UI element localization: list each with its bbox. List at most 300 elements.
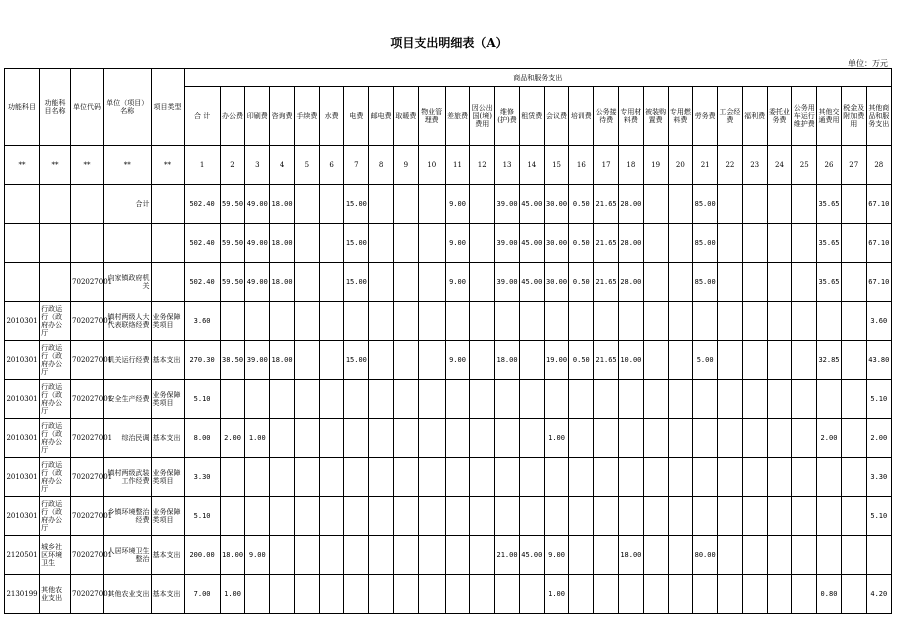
cell-value: 59.50 xyxy=(220,224,245,263)
cell-func-code: 2010301 xyxy=(5,380,40,419)
header-col-number: 15 xyxy=(544,146,569,185)
cell-value xyxy=(294,224,319,263)
cell-value xyxy=(742,263,767,302)
cell-value xyxy=(519,575,544,614)
cell-value xyxy=(668,224,693,263)
header-star: ** xyxy=(40,146,71,185)
cell-value xyxy=(445,536,470,575)
cell-value xyxy=(220,497,245,536)
header-col: 水费 xyxy=(319,87,344,146)
cell-func-code: 2010301 xyxy=(5,341,40,380)
cell-value xyxy=(718,185,743,224)
header-func-code: 功能科目 xyxy=(5,69,40,146)
header-col: 租赁费 xyxy=(519,87,544,146)
cell-value xyxy=(245,458,270,497)
cell-value: 39.00 xyxy=(495,224,520,263)
cell-value: 10.00 xyxy=(618,341,643,380)
cell-value: 0.80 xyxy=(817,575,842,614)
header-col-number: 18 xyxy=(618,146,643,185)
cell-value xyxy=(643,185,668,224)
cell-value: 28.00 xyxy=(618,224,643,263)
cell-value xyxy=(270,458,295,497)
cell-value: 45.00 xyxy=(519,536,544,575)
cell-func-name: 行政运行（政府办公厅 xyxy=(40,302,71,341)
cell-value xyxy=(495,302,520,341)
cell-value xyxy=(319,536,344,575)
cell-value xyxy=(369,341,394,380)
cell-value xyxy=(718,224,743,263)
cell-value: 21.65 xyxy=(594,263,619,302)
cell-value xyxy=(294,185,319,224)
cell-value xyxy=(470,185,495,224)
cell-value: 8.00 xyxy=(184,419,220,458)
cell-value: 0.50 xyxy=(569,224,594,263)
cell-value xyxy=(742,185,767,224)
header-col: 电费 xyxy=(344,87,369,146)
cell-value xyxy=(668,263,693,302)
cell-project-type: 业务保障类项目 xyxy=(151,380,184,419)
cell-value: 80.00 xyxy=(693,536,718,575)
cell-value: 21.65 xyxy=(594,224,619,263)
cell-unit-name: 向家镇政府机关 xyxy=(104,263,151,302)
cell-value xyxy=(718,263,743,302)
cell-value xyxy=(792,302,817,341)
cell-value xyxy=(445,575,470,614)
cell-value: 28.00 xyxy=(618,185,643,224)
cell-value: 7.00 xyxy=(184,575,220,614)
cell-value xyxy=(418,185,445,224)
header-col: 劳务费 xyxy=(693,87,718,146)
cell-value xyxy=(618,575,643,614)
cell-value xyxy=(270,419,295,458)
cell-unit-code: 702027001 xyxy=(71,536,104,575)
cell-value xyxy=(742,497,767,536)
cell-value xyxy=(841,302,866,341)
cell-value xyxy=(668,575,693,614)
cell-project-type xyxy=(151,185,184,224)
cell-value xyxy=(270,497,295,536)
cell-value xyxy=(792,263,817,302)
header-col-number: 21 xyxy=(693,146,718,185)
header-col: 其他商品和服务支出 xyxy=(866,87,891,146)
cell-func-code: 2010301 xyxy=(5,302,40,341)
header-col: 委托业务费 xyxy=(767,87,792,146)
cell-value xyxy=(418,380,445,419)
cell-value: 49.00 xyxy=(245,224,270,263)
cell-value xyxy=(841,224,866,263)
cell-value: 21.00 xyxy=(495,536,520,575)
cell-value xyxy=(344,536,369,575)
cell-value xyxy=(470,341,495,380)
cell-value xyxy=(718,497,743,536)
cell-value xyxy=(369,185,394,224)
cell-value: 9.00 xyxy=(445,185,470,224)
cell-value xyxy=(544,458,569,497)
cell-value: 85.00 xyxy=(693,263,718,302)
cell-value: 35.65 xyxy=(817,263,842,302)
cell-func-name: 行政运行（政府办公厅 xyxy=(40,419,71,458)
cell-value xyxy=(519,302,544,341)
cell-value xyxy=(841,380,866,419)
cell-value xyxy=(394,263,419,302)
cell-value: 3.60 xyxy=(184,302,220,341)
header-col-number: 1 xyxy=(184,146,220,185)
cell-unit-code: 702027001 xyxy=(71,497,104,536)
cell-project-type: 基本支出 xyxy=(151,575,184,614)
cell-value xyxy=(718,575,743,614)
cell-value xyxy=(470,497,495,536)
cell-value xyxy=(394,224,419,263)
header-col-number: 11 xyxy=(445,146,470,185)
cell-value xyxy=(841,419,866,458)
header-col: 咨询费 xyxy=(270,87,295,146)
cell-value: 18.00 xyxy=(495,341,520,380)
cell-value: 5.10 xyxy=(184,497,220,536)
cell-value xyxy=(294,536,319,575)
cell-value xyxy=(792,185,817,224)
cell-value xyxy=(594,497,619,536)
cell-value xyxy=(618,302,643,341)
cell-value: 18.00 xyxy=(220,536,245,575)
cell-project-type: 基本支出 xyxy=(151,419,184,458)
cell-value xyxy=(418,224,445,263)
cell-value xyxy=(594,575,619,614)
cell-value xyxy=(792,497,817,536)
cell-value xyxy=(344,497,369,536)
header-col: 被装购置费 xyxy=(643,87,668,146)
header-col: 培训费 xyxy=(569,87,594,146)
cell-value xyxy=(445,497,470,536)
cell-value: 59.50 xyxy=(220,263,245,302)
unit-label: 单位：万元 xyxy=(848,59,888,68)
cell-value xyxy=(470,458,495,497)
cell-unit-code: 702027001 xyxy=(71,263,104,302)
cell-value: 200.00 xyxy=(184,536,220,575)
cell-value xyxy=(319,185,344,224)
cell-value xyxy=(394,497,419,536)
header-col: 差旅费 xyxy=(445,87,470,146)
cell-value xyxy=(792,224,817,263)
cell-value: 67.10 xyxy=(866,224,891,263)
cell-value xyxy=(319,419,344,458)
cell-value: 49.00 xyxy=(245,185,270,224)
cell-value xyxy=(668,536,693,575)
table-row xyxy=(5,224,892,263)
cell-project-type: 基本支出 xyxy=(151,536,184,575)
cell-unit-code: 702027001 xyxy=(71,302,104,341)
cell-value: 270.30 xyxy=(184,341,220,380)
cell-value: 0.50 xyxy=(569,185,594,224)
cell-unit-name: 乡镇环境整治经费 xyxy=(104,497,151,536)
cell-value: 15.00 xyxy=(344,263,369,302)
cell-value: 67.10 xyxy=(866,185,891,224)
cell-unit-code: 702027001 xyxy=(71,380,104,419)
cell-value: 1.00 xyxy=(245,419,270,458)
cell-value xyxy=(767,536,792,575)
cell-value xyxy=(693,419,718,458)
cell-value: 3.60 xyxy=(866,302,891,341)
cell-value xyxy=(742,536,767,575)
cell-value xyxy=(569,419,594,458)
cell-func-code: 2010301 xyxy=(5,458,40,497)
cell-unit-name: 安全生产经费 xyxy=(104,380,151,419)
cell-func-code xyxy=(5,263,40,302)
cell-project-type: 业务保障类项目 xyxy=(151,458,184,497)
cell-value: 18.00 xyxy=(270,224,295,263)
header-col: 公务接待费 xyxy=(594,87,619,146)
cell-value xyxy=(418,497,445,536)
cell-value: 85.00 xyxy=(693,224,718,263)
cell-value xyxy=(718,458,743,497)
cell-value xyxy=(718,302,743,341)
header-col-number: 7 xyxy=(344,146,369,185)
cell-value xyxy=(369,536,394,575)
cell-value xyxy=(294,341,319,380)
cell-value: 45.00 xyxy=(519,185,544,224)
cell-unit-code: 702027001 xyxy=(71,419,104,458)
cell-value xyxy=(866,536,891,575)
cell-value xyxy=(569,497,594,536)
header-col-number: 9 xyxy=(394,146,419,185)
cell-value xyxy=(294,458,319,497)
cell-value: 1.00 xyxy=(220,575,245,614)
cell-value: 18.00 xyxy=(270,185,295,224)
header-col: 会议费 xyxy=(544,87,569,146)
cell-value xyxy=(369,302,394,341)
cell-value xyxy=(394,302,419,341)
cell-value xyxy=(643,224,668,263)
cell-value: 67.10 xyxy=(866,263,891,302)
cell-value xyxy=(742,419,767,458)
cell-value: 45.00 xyxy=(519,263,544,302)
cell-value: 502.40 xyxy=(184,185,220,224)
cell-value xyxy=(792,419,817,458)
cell-value xyxy=(319,302,344,341)
cell-value xyxy=(643,536,668,575)
cell-value: 59.50 xyxy=(220,185,245,224)
cell-value xyxy=(718,380,743,419)
header-col: 工会经费 xyxy=(718,87,743,146)
header-col-number: 24 xyxy=(767,146,792,185)
header-col-number: 20 xyxy=(668,146,693,185)
cell-value: 0.50 xyxy=(569,341,594,380)
cell-value xyxy=(693,458,718,497)
cell-value xyxy=(618,380,643,419)
header-col: 办公费 xyxy=(220,87,245,146)
cell-value xyxy=(817,497,842,536)
cell-value xyxy=(594,302,619,341)
cell-value xyxy=(445,419,470,458)
cell-value xyxy=(841,263,866,302)
cell-func-name: 行政运行（政府办公厅 xyxy=(40,497,71,536)
cell-func-name: 行政运行（政府办公厅 xyxy=(40,380,71,419)
cell-value xyxy=(767,185,792,224)
header-col: 公务用车运行维护费 xyxy=(792,87,817,146)
cell-value xyxy=(418,302,445,341)
cell-value: 5.00 xyxy=(693,341,718,380)
cell-value xyxy=(742,575,767,614)
cell-value xyxy=(841,341,866,380)
cell-value: 18.00 xyxy=(270,263,295,302)
header-col-number: 2 xyxy=(220,146,245,185)
header-star: ** xyxy=(104,146,151,185)
cell-value xyxy=(245,575,270,614)
cell-value xyxy=(767,263,792,302)
cell-func-name xyxy=(40,263,71,302)
cell-value xyxy=(394,536,419,575)
cell-value: 21.65 xyxy=(594,341,619,380)
cell-value xyxy=(418,341,445,380)
cell-value xyxy=(693,380,718,419)
header-col-number: 16 xyxy=(569,146,594,185)
header-col-number: 23 xyxy=(742,146,767,185)
header-func-name: 功能科目名称 xyxy=(40,69,71,146)
cell-value xyxy=(742,341,767,380)
header-col-number: 8 xyxy=(369,146,394,185)
cell-value xyxy=(767,458,792,497)
cell-value xyxy=(668,341,693,380)
cell-value: 502.40 xyxy=(184,263,220,302)
cell-value xyxy=(470,575,495,614)
cell-value xyxy=(519,497,544,536)
cell-value: 9.00 xyxy=(245,536,270,575)
cell-value: 85.00 xyxy=(693,185,718,224)
header-col: 印刷费 xyxy=(245,87,270,146)
cell-value: 1.00 xyxy=(544,575,569,614)
header-col: 维修(护)费 xyxy=(495,87,520,146)
cell-value xyxy=(718,419,743,458)
cell-value xyxy=(594,380,619,419)
cell-value xyxy=(344,575,369,614)
cell-value: 39.00 xyxy=(245,341,270,380)
cell-value xyxy=(668,185,693,224)
cell-value xyxy=(495,380,520,419)
cell-value xyxy=(270,575,295,614)
cell-value xyxy=(742,458,767,497)
cell-func-name: 城乡社区环境卫生 xyxy=(40,536,71,575)
table-row xyxy=(5,419,892,458)
cell-value xyxy=(569,536,594,575)
cell-value: 502.40 xyxy=(184,224,220,263)
cell-value xyxy=(668,302,693,341)
header-col-number: 6 xyxy=(319,146,344,185)
cell-value: 5.10 xyxy=(184,380,220,419)
cell-value xyxy=(841,497,866,536)
cell-value xyxy=(569,302,594,341)
cell-value: 35.65 xyxy=(817,185,842,224)
cell-value xyxy=(841,458,866,497)
cell-value xyxy=(445,458,470,497)
table-row xyxy=(5,302,892,341)
cell-value: 2.00 xyxy=(817,419,842,458)
cell-value xyxy=(319,458,344,497)
cell-value xyxy=(792,380,817,419)
cell-value xyxy=(445,302,470,341)
cell-value xyxy=(344,458,369,497)
cell-value xyxy=(470,263,495,302)
cell-value xyxy=(418,263,445,302)
cell-value xyxy=(394,419,419,458)
cell-value xyxy=(319,380,344,419)
cell-value xyxy=(418,458,445,497)
cell-value: 15.00 xyxy=(344,185,369,224)
page-title: 项目支出明细表（A） xyxy=(390,36,508,50)
cell-value xyxy=(544,302,569,341)
cell-value xyxy=(792,575,817,614)
cell-value xyxy=(245,302,270,341)
cell-value xyxy=(718,536,743,575)
cell-value xyxy=(394,575,419,614)
cell-value xyxy=(294,302,319,341)
cell-value xyxy=(742,380,767,419)
cell-value xyxy=(767,224,792,263)
cell-value xyxy=(294,419,319,458)
header-col-number: 3 xyxy=(245,146,270,185)
table-row xyxy=(5,185,892,224)
cell-value: 9.00 xyxy=(445,341,470,380)
cell-value xyxy=(369,380,394,419)
cell-project-type xyxy=(151,263,184,302)
header-col: 福利费 xyxy=(742,87,767,146)
cell-value: 3.30 xyxy=(184,458,220,497)
cell-value xyxy=(668,419,693,458)
table-row xyxy=(5,380,892,419)
cell-value xyxy=(369,224,394,263)
cell-value xyxy=(294,497,319,536)
cell-func-name: 行政运行（政府办公厅 xyxy=(40,458,71,497)
cell-value xyxy=(270,380,295,419)
cell-func-name: 其他农业支出 xyxy=(40,575,71,614)
cell-value: 39.00 xyxy=(495,263,520,302)
cell-value xyxy=(841,536,866,575)
header-col-number: 25 xyxy=(792,146,817,185)
cell-value xyxy=(544,497,569,536)
cell-func-code xyxy=(5,224,40,263)
cell-value xyxy=(643,263,668,302)
cell-value xyxy=(519,419,544,458)
cell-value xyxy=(693,575,718,614)
cell-value xyxy=(618,497,643,536)
cell-value xyxy=(817,536,842,575)
cell-value xyxy=(618,458,643,497)
header-col-number: 5 xyxy=(294,146,319,185)
cell-unit-name: 其他农业支出 xyxy=(104,575,151,614)
cell-value xyxy=(418,419,445,458)
header-col-number: 26 xyxy=(817,146,842,185)
cell-value: 5.10 xyxy=(866,497,891,536)
cell-value xyxy=(643,341,668,380)
cell-value xyxy=(369,497,394,536)
cell-value xyxy=(394,341,419,380)
cell-value: 2.00 xyxy=(220,419,245,458)
header-col: 专用燃料费 xyxy=(668,87,693,146)
cell-value: 30.00 xyxy=(544,185,569,224)
cell-unit-code xyxy=(71,185,104,224)
cell-value xyxy=(344,419,369,458)
cell-value xyxy=(643,380,668,419)
cell-value xyxy=(519,341,544,380)
cell-value xyxy=(693,302,718,341)
cell-value xyxy=(792,458,817,497)
cell-value xyxy=(470,419,495,458)
cell-value xyxy=(742,224,767,263)
cell-value xyxy=(841,185,866,224)
cell-value xyxy=(643,302,668,341)
cell-value xyxy=(220,380,245,419)
cell-value xyxy=(270,536,295,575)
cell-func-code: 2010301 xyxy=(5,497,40,536)
cell-value: 45.00 xyxy=(519,224,544,263)
